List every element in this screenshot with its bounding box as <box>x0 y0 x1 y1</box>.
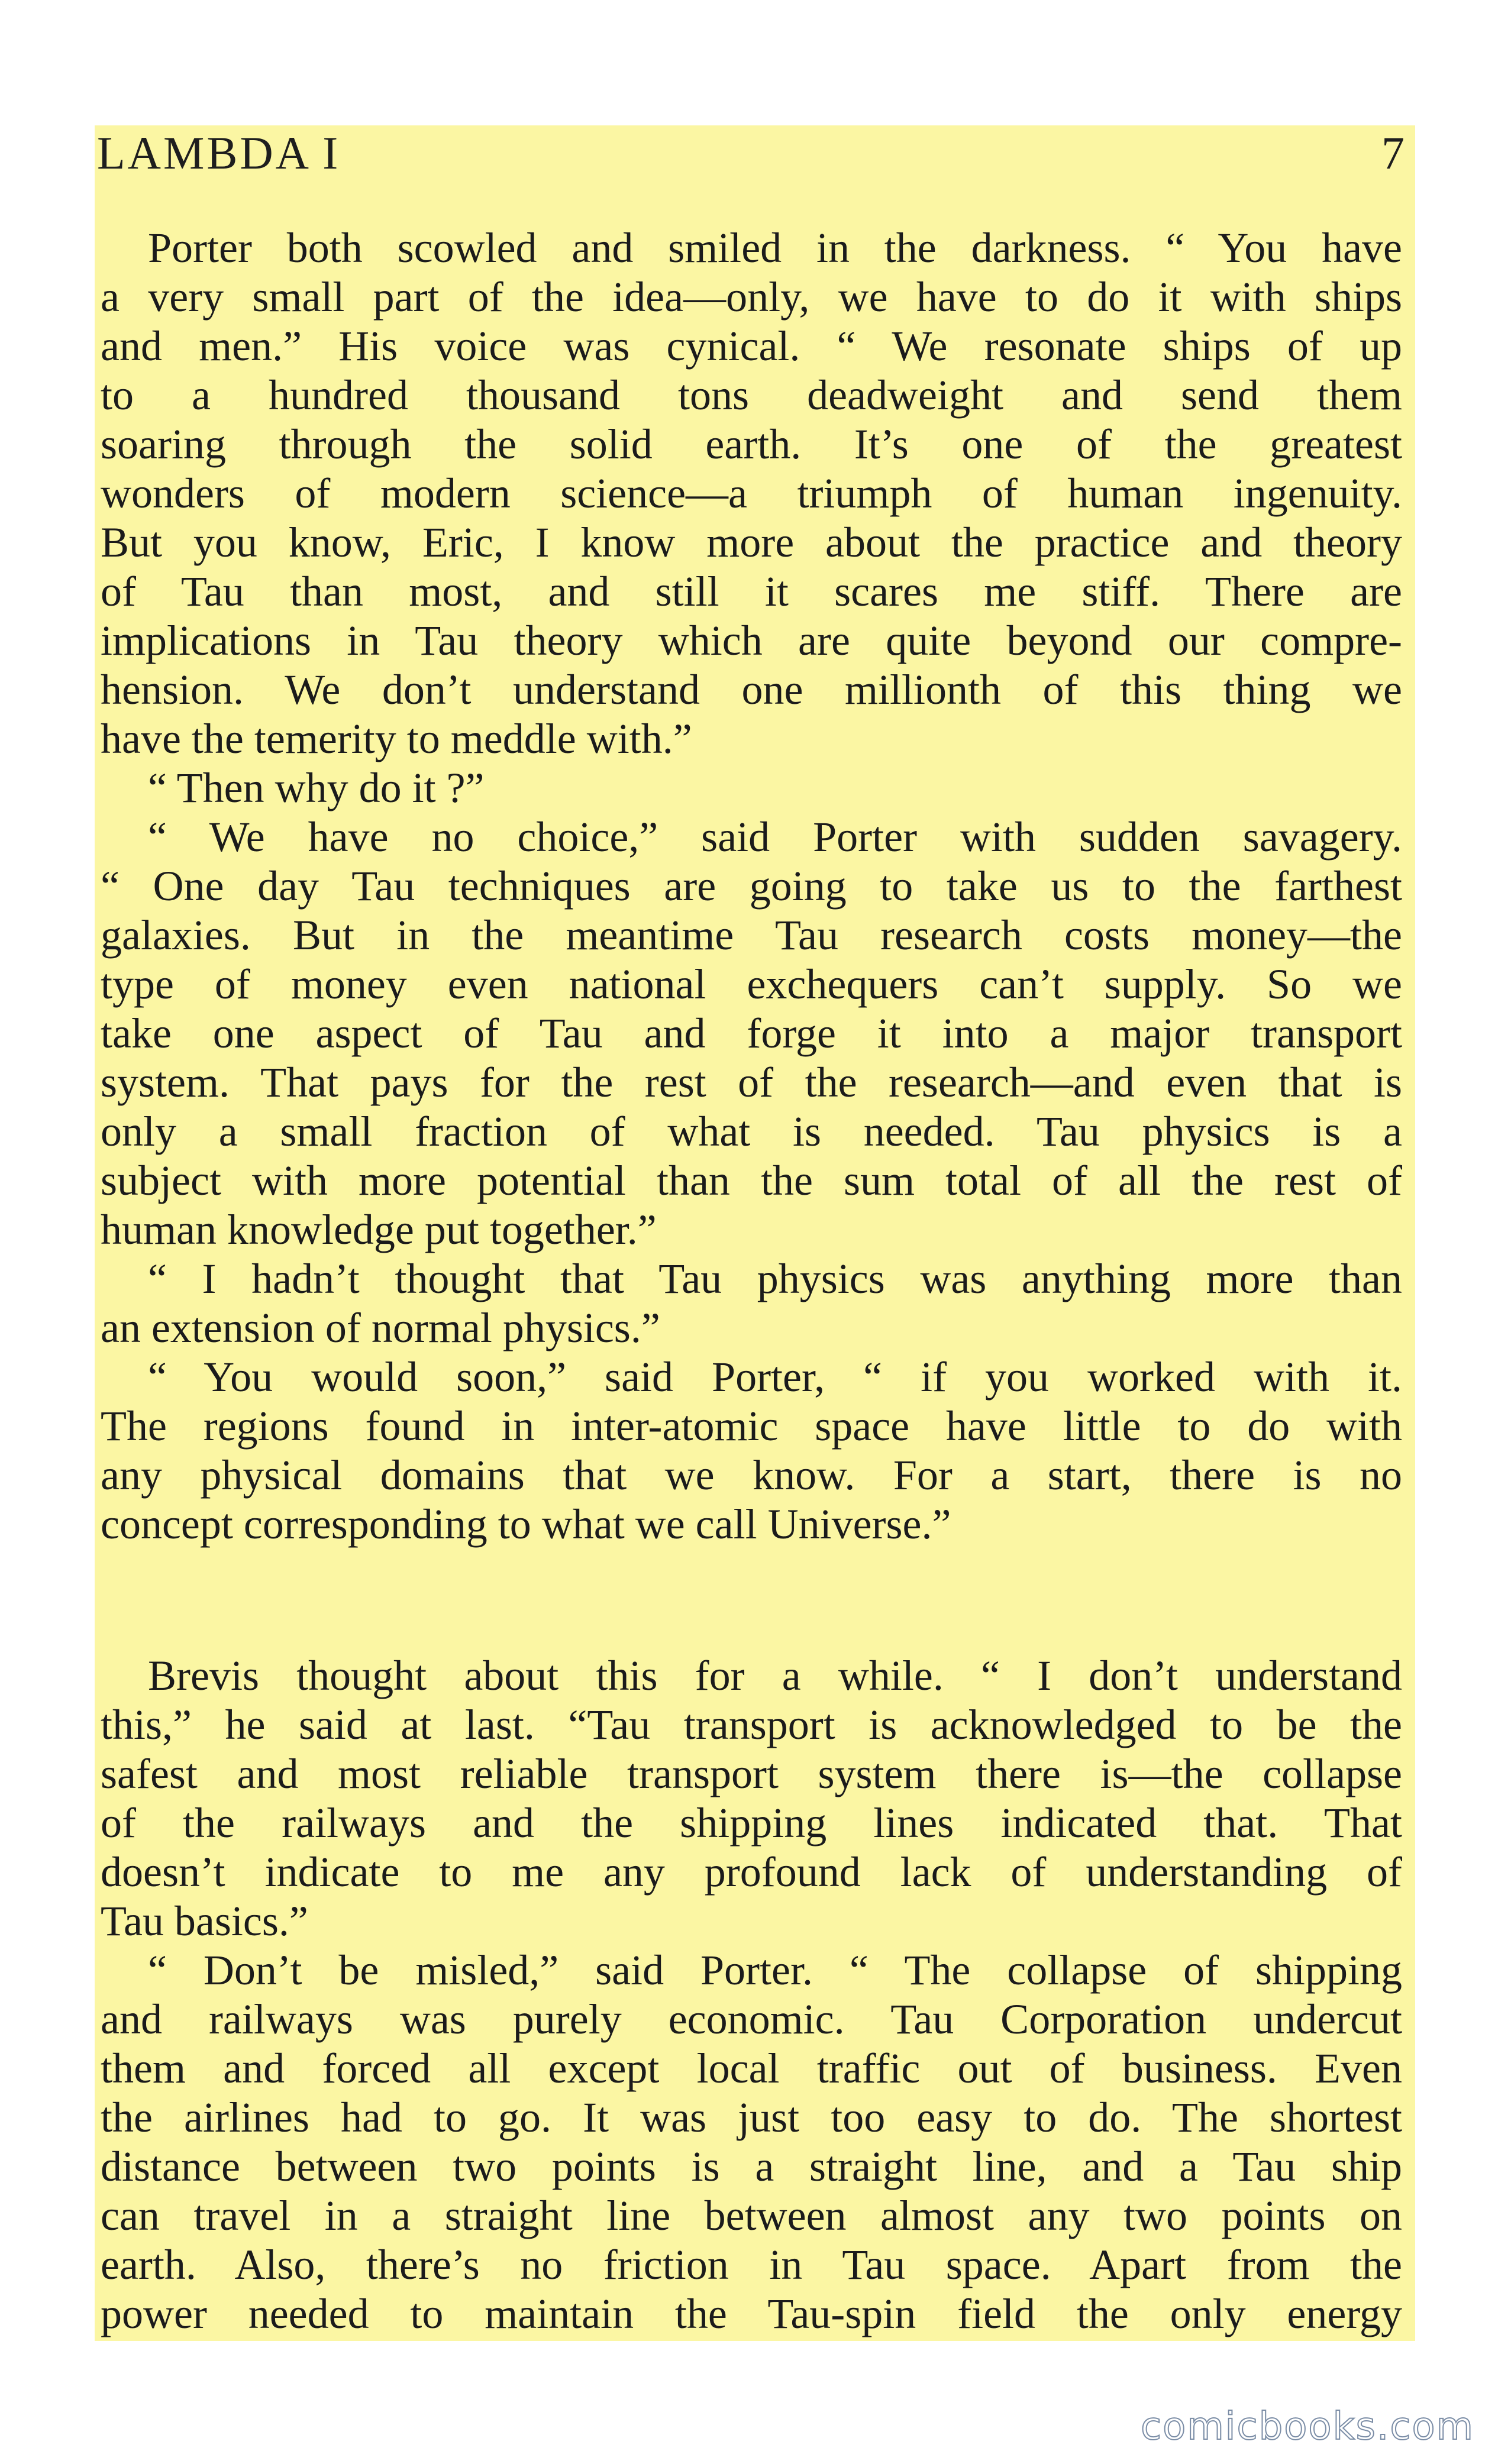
text-line: Tau basics.” <box>101 1897 308 1945</box>
text-line: them and forced all except local traffic out of business. Even <box>101 2045 1402 2092</box>
text-line: “ You would soon,” said Porter, “ if you worked with it. <box>148 1353 1402 1401</box>
text-line: “ One day Tau techniques are going to take us to the farthest <box>101 862 1402 910</box>
running-head: LAMBDA I <box>97 127 341 179</box>
text-line: subject with more potential than the sum total of all the rest of <box>101 1157 1402 1204</box>
text-line: But you know, Eric, I know more about the practice and theory <box>101 519 1402 566</box>
text-line: can travel in a straight line between almost any two points on <box>101 2192 1402 2239</box>
text-line: “ Don’t be misled,” said Porter. “ The collapse of shipping <box>148 1946 1402 1994</box>
paragraph <box>101 764 1402 813</box>
paragraph <box>101 1254 1402 1353</box>
text-line: any physical domains that we know. For a start, there is no <box>101 1451 1402 1499</box>
paragraph <box>101 813 1402 1254</box>
text-line: human knowledge put together.” <box>101 1206 657 1253</box>
text-line: of Tau than most, and still it scares me stiff. There are <box>101 568 1402 615</box>
text-line: this,” he said at last. “Tau transport is acknowledged to be the <box>101 1701 1402 1748</box>
text-line: power needed to maintain the Tau-spin field the only energy <box>101 2290 1402 2337</box>
text-line: only a small fraction of what is needed. Tau physics is a <box>101 1108 1402 1155</box>
text-line: of the railways and the shipping lines indicated that. That <box>101 1799 1402 1847</box>
text-line: “ We have no choice,” said Porter with sudden savagery. <box>148 813 1402 861</box>
text-line: “ Then why do it ?” <box>148 764 485 811</box>
text-line: have the temerity to meddle with.” <box>101 715 692 762</box>
page-number: 7 <box>1381 127 1405 179</box>
text-line: an extension of normal physics.” <box>101 1304 660 1351</box>
paragraph <box>101 224 1402 764</box>
text-line: “ I hadn’t thought that Tau physics was anything more than <box>148 1255 1402 1302</box>
book-page <box>95 125 1415 2341</box>
text-line: implications in Tau theory which are quite beyond our compre- <box>101 617 1402 664</box>
page-header <box>95 125 1415 190</box>
text-line: The regions found in inter-atomic space have little to do with <box>101 1402 1402 1450</box>
paragraph <box>101 1651 1402 1946</box>
text-line: and men.” His voice was cynical. “ We resonate ships of up <box>101 322 1402 370</box>
text-line: Brevis thought about this for a while. “ I don’t understand <box>148 1652 1402 1699</box>
paragraph <box>101 1353 1402 1549</box>
paragraph <box>101 1946 1402 2339</box>
text-line: the airlines had to go. It was just too easy to do. The shortest <box>101 2094 1402 2141</box>
text-line: to a hundred thousand tons deadweight and send them <box>101 371 1402 419</box>
text-line: doesn’t indicate to me any profound lack of understanding of <box>101 1848 1402 1896</box>
text-line: type of money even national exchequers can’t supply. So we <box>101 961 1402 1008</box>
text-line: and railways was purely economic. Tau Corporation undercut <box>101 1996 1402 2043</box>
text-line: concept corresponding to what we call Universe.” <box>101 1501 951 1548</box>
text-line: a very small part of the idea—only, we have to do it with ships <box>101 273 1402 321</box>
text-line: safest and most reliable transport system there is—the collapse <box>101 1750 1402 1797</box>
text-line: system. That pays for the rest of the research—and even that is <box>101 1059 1402 1106</box>
text-line: galaxies. But in the meantime Tau research costs money—the <box>101 911 1402 959</box>
text-line: wonders of modern science—a triumph of human ingenuity. <box>101 470 1402 517</box>
text-line: distance between two points is a straight line, and a Tau ship <box>101 2143 1402 2190</box>
text-line: hension. We don’t understand one millionth of this thing we <box>101 666 1402 713</box>
text-line: earth. Also, there’s no friction in Tau space. Apart from the <box>101 2241 1402 2288</box>
text-line: take one aspect of Tau and forge it into a major transport <box>101 1010 1402 1057</box>
text-line: soaring through the solid earth. It’s one of the greatest <box>101 421 1402 468</box>
watermark: comicbooks.com <box>1140 2405 1474 2449</box>
text-line: Porter both scowled and smiled in the darkness. “ You have <box>148 224 1402 271</box>
